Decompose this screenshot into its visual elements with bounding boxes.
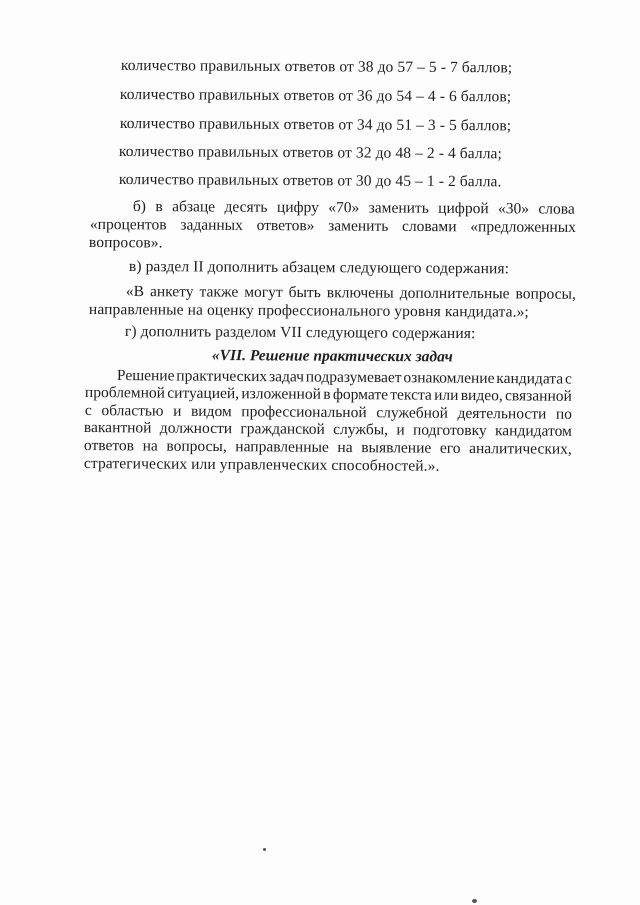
paragraph-line-6: стратегических или управленческих способностей.». (83, 455, 440, 475)
word: служебной (376, 404, 449, 422)
word: видом (190, 402, 232, 421)
score-line-2: количество правильных ответов от 36 до 54 – 4 - 6 баллов; (119, 86, 512, 106)
word: цифрой (438, 199, 489, 218)
word: слова (538, 200, 575, 218)
section-heading: «VII. Решение практических задач (211, 347, 453, 366)
word: на (142, 437, 158, 455)
word: видео, (460, 386, 503, 405)
word: также (199, 283, 239, 301)
word: выявление (361, 439, 432, 457)
word: профессиональной (241, 403, 367, 422)
word: заданных (180, 216, 243, 234)
word: связанной (505, 387, 572, 405)
item-v-intro: в) раздел II дополнить абзацем следующего содержания: (128, 258, 510, 278)
score-line-5: количество правильных ответов от 30 до 45 – 1 - 2 балла. (118, 171, 502, 191)
item-b-line-3: вопросов». (88, 234, 163, 252)
word: Решение (116, 367, 175, 385)
word: вакантной (83, 419, 152, 437)
word: должности (159, 419, 233, 438)
word: десять (224, 198, 268, 216)
word: «В (125, 283, 145, 301)
word: формате (332, 385, 389, 404)
word: аналитических, (469, 440, 572, 458)
word: текста (390, 386, 432, 404)
word: с (564, 370, 572, 388)
word: деятельности (457, 404, 547, 423)
word: гражданской (240, 420, 325, 438)
word: с (84, 402, 92, 420)
scan-speck (263, 848, 266, 851)
word: словами (402, 217, 457, 236)
word: абзаце (172, 198, 216, 216)
word: б) (132, 198, 147, 216)
word: быть (288, 283, 321, 302)
word: практических (176, 367, 268, 386)
word: ситуацией, (167, 384, 240, 403)
word: заменить (368, 199, 429, 217)
word: ответов (83, 437, 135, 455)
word: подразумевает (305, 368, 402, 387)
word: подготовку (412, 421, 487, 440)
word: или (434, 386, 459, 404)
word: областью (101, 402, 164, 420)
item-b-line-1 (133, 198, 575, 219)
word: службы, (333, 420, 389, 439)
word: «70» (328, 199, 360, 217)
word: могут (244, 283, 283, 301)
word: «предложенных (470, 218, 576, 236)
word: «процентов (89, 216, 167, 234)
word: ответов» (256, 217, 315, 235)
word: в (323, 385, 331, 403)
word: на (337, 438, 353, 457)
word: заменить (328, 217, 389, 235)
word: дополнительные (399, 284, 510, 303)
word: анкету (149, 283, 194, 301)
word: включены (326, 284, 394, 302)
item-b-line-2 (90, 216, 576, 237)
word: кандидатом (494, 422, 572, 440)
word: и (173, 402, 182, 420)
item-g-intro: г) дополнить разделом VII следующего содержания: (124, 323, 476, 343)
word: по (555, 405, 572, 423)
word: проблемной (84, 384, 166, 402)
word: направленные (235, 438, 329, 456)
scan-speck (472, 899, 477, 903)
word: вопросы, (166, 437, 227, 456)
score-line-1: количество правильных ответов от 38 до 57 – 5 - 7 баллов; (120, 57, 513, 77)
item-v-quote-line-2: направленные на оценку профессионального уровня кандидата.»; (88, 301, 529, 321)
word: задач (268, 368, 305, 386)
word: его (439, 439, 461, 457)
score-line-3: количество правильных ответов от 34 до 51 – 3 - 5 баллов; (119, 115, 512, 135)
word: «30» (497, 200, 530, 218)
item-v-quote-line-1 (126, 283, 576, 304)
word: ознакомление (403, 369, 495, 387)
score-line-4: количество правильных ответов от 32 до 48 – 2 - 4 балла; (118, 143, 503, 163)
word: в (155, 198, 163, 216)
word: кандидата (496, 369, 564, 388)
word: изложенной (241, 385, 322, 403)
word: вопросы, (515, 285, 576, 303)
word: и (396, 421, 405, 439)
word: цифру (276, 198, 319, 217)
